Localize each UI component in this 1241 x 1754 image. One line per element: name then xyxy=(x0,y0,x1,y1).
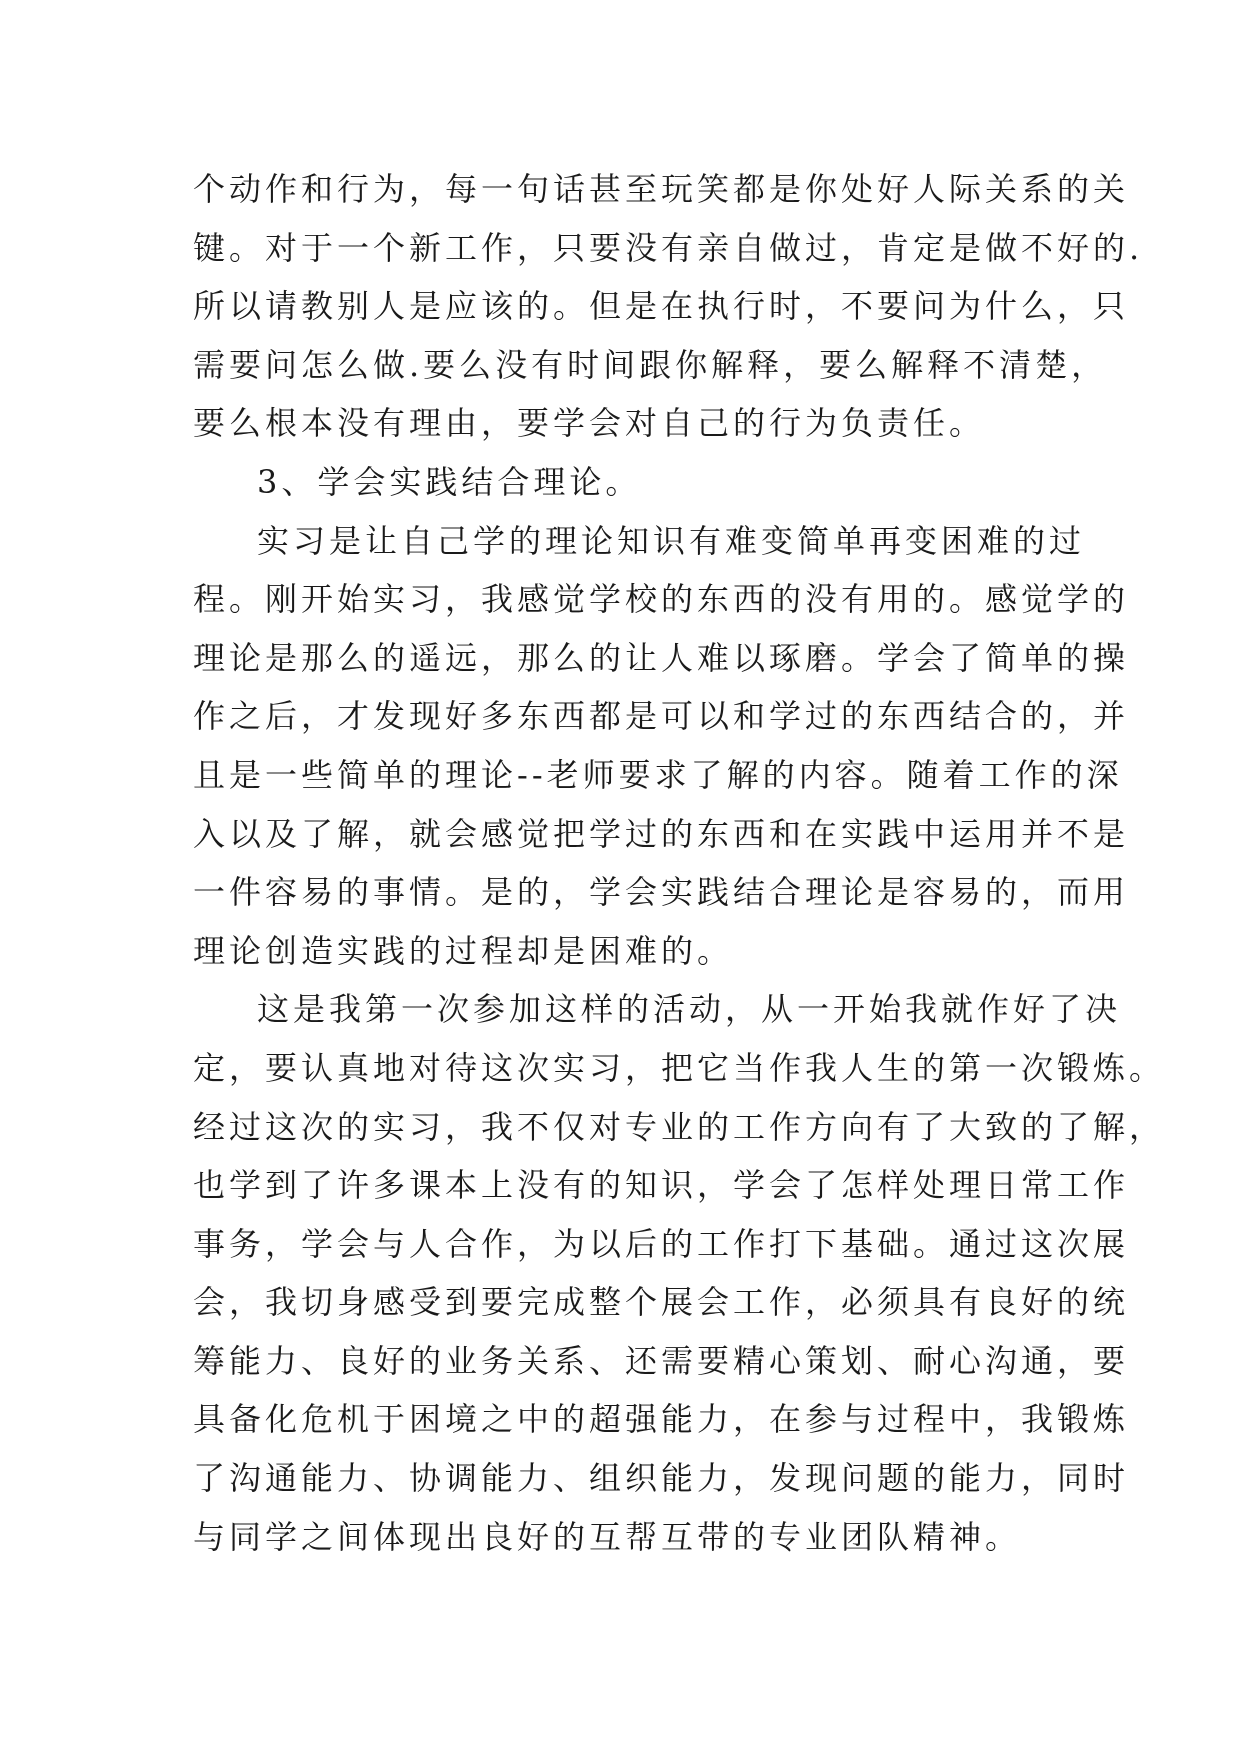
text-line: 筹能力、良好的业务关系、还需要精心策划、耐心沟通，要 xyxy=(193,1341,1130,1380)
text-line: 实习是让自己学的理论知识有难变简单再变困难的过 xyxy=(257,521,1086,560)
text-line: 作之后，才发现好多东西都是可以和学过的东西结合的，并 xyxy=(193,697,1130,736)
text-line: 定，要认真地对待这次实习，把它当作我人生的第一次锻炼。 xyxy=(193,1048,1166,1087)
text-line: 理论是那么的遥远，那么的让人难以琢磨。学会了简单的操 xyxy=(193,638,1130,677)
text-line: 且是一些简单的理论--老师要求了解的内容。随着工作的深 xyxy=(193,755,1123,794)
text-line: 入以及了解，就会感觉把学过的东西和在实践中运用并不是 xyxy=(193,814,1130,853)
text-line: 经过这次的实习，我不仅对专业的工作方向有了大致的了解， xyxy=(193,1107,1166,1146)
text-line: 这是我第一次参加这样的活动，从一开始我就作好了决 xyxy=(257,990,1122,1029)
text-line: 与同学之间体现出良好的互帮互带的专业团队精神。 xyxy=(193,1517,1022,1556)
text-line: 具备化危机于困境之中的超强能力，在参与过程中，我锻炼 xyxy=(193,1400,1130,1439)
text-line: 要么根本没有理由，要学会对自己的行为负责任。 xyxy=(193,404,986,443)
text-line: 所以请教别人是应该的。但是在执行时，不要问为什么，只 xyxy=(193,287,1130,326)
text-line: 需要问怎么做.要么没有时间跟你解释，要么解释不清楚， xyxy=(193,345,1108,384)
text-line: 键。对于一个新工作，只要没有亲自做过，肯定是做不好的. xyxy=(193,228,1144,267)
text-line: 3、学会实践结合理论。 xyxy=(257,462,642,501)
text-line: 会，我切身感受到要完成整个展会工作，必须具有良好的统 xyxy=(193,1283,1130,1322)
text-line: 一件容易的事情。是的，学会实践结合理论是容易的，而用 xyxy=(193,873,1130,912)
text-line: 也学到了许多课本上没有的知识，学会了怎样处理日常工作 xyxy=(193,1166,1130,1205)
text-line: 事务，学会与人合作，为以后的工作打下基础。通过这次展 xyxy=(193,1224,1130,1263)
body-text xyxy=(193,160,1166,1566)
text-line: 了沟通能力、协调能力、组织能力，发现问题的能力，同时 xyxy=(193,1459,1130,1498)
text-line: 程。刚开始实习，我感觉学校的东西的没有用的。感觉学的 xyxy=(193,580,1130,619)
text-line: 个动作和行为，每一句话甚至玩笑都是你处好人际关系的关 xyxy=(193,170,1130,208)
text-line: 理论创造实践的过程却是困难的。 xyxy=(193,931,734,970)
